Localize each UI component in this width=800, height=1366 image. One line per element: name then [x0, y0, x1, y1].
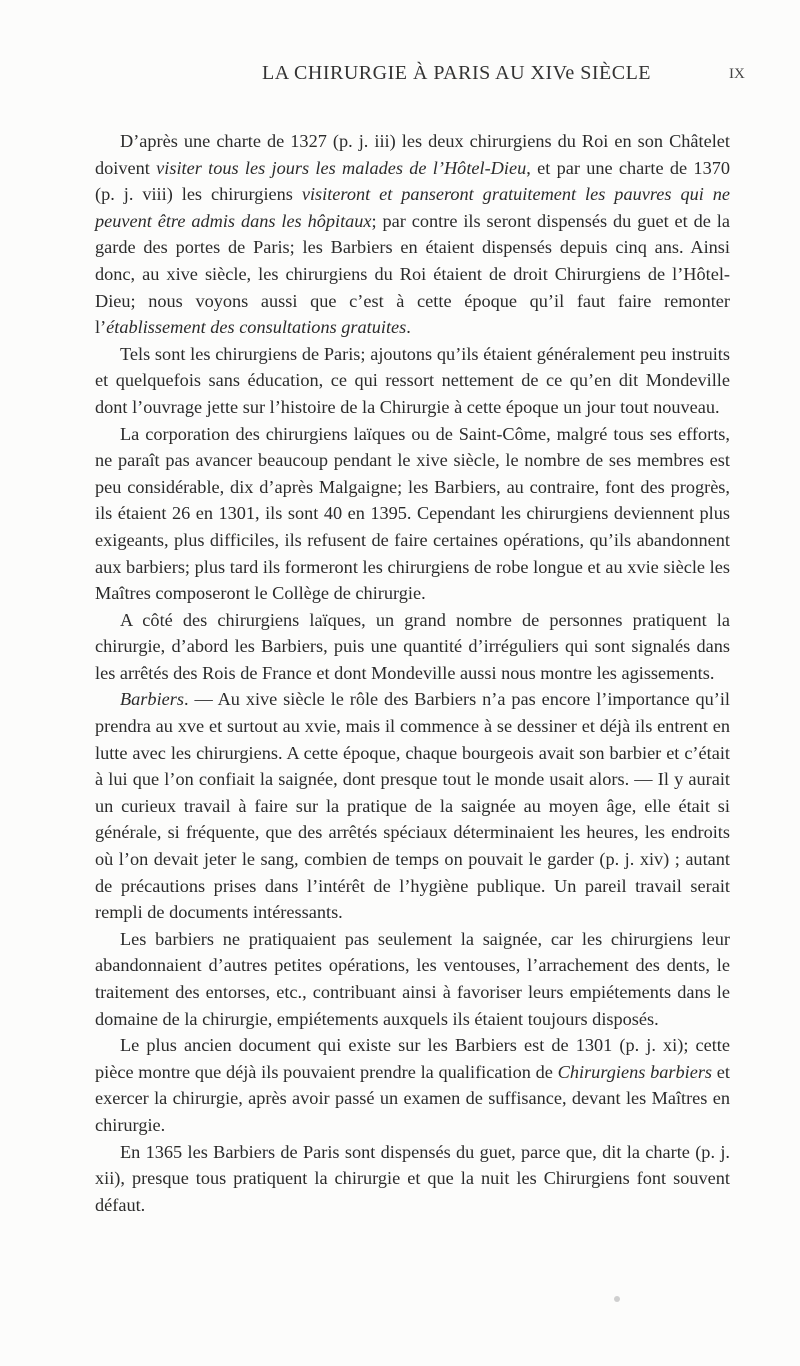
- paragraph: [95, 926, 730, 1032]
- text-run: Les barbiers ne pratiquaient pas seulement la saignée, car les chirurgiens leur abandonnaient d’autres petites opérations, les ventouses, l’arrachement des dents, le traitement des entorses, etc., contribuant ainsi à favoriser leurs empiétements dans le domaine de la chirurgie, empiétements auxquels ils étaient toujours disposés.: [95, 928, 730, 1029]
- italic-text: visiter tous les jours les malades de l’Hôtel-Dieu: [156, 157, 527, 178]
- italic-text: Barbiers: [120, 689, 184, 710]
- paragraph: [95, 1139, 730, 1219]
- italic-text: Chirurgiens barbiers: [557, 1061, 713, 1082]
- paragraph: [95, 341, 730, 421]
- text-run: et exercer la chirurgie, après avoir passé un examen de suffisance, devant les Maîtres en chirurgie.: [95, 1061, 730, 1135]
- italic-text: établissement des consultations gratuites: [106, 317, 407, 338]
- text-run: Tels sont les chirurgiens de Paris; ajoutons qu’ils étaient généralement peu instruits et quelquefois sans éducation, ce qui ressort nettement de ce qu’en dit Mondeville dont l’ouvrage jette sur l’histoire de la Chirurgie à cette époque un jour tout nouveau.: [95, 343, 730, 417]
- text-run: ; par contre ils seront dispensés du guet et de la garde des portes de Paris; les Barbiers en étaient dispensés depuis cinq ans. Ainsi donc, au xive siècle, les chirurgiens du Roi étaient de droit Chirurgiens de l’Hôtel-Dieu; nous voyons aussi que c’est à cette époque qu’il faut faire remonter l’: [95, 210, 730, 338]
- running-title: LA CHIRURGIE À PARIS AU XIVe SIÈCLE: [262, 62, 652, 84]
- text-run: A côté des chirurgiens laïques, un grand nombre de personnes pratiquent la chirurgie, d’abord les Barbiers, puis une quantité d’irréguliers qui sont signalés dans les arrêtés des Rois de France et dont Mondeville aussi nous montre les agissements.: [95, 609, 730, 683]
- italic-text: visiteront et panseront gratuitement les pauvres qui ne peuvent être admis dans les hôpitaux: [95, 184, 730, 231]
- print-speck: [614, 1296, 620, 1302]
- text-run: En 1365 les Barbiers de Paris sont dispensés du guet, parce que, dit la charte (p. j. xii), presque tous pratiquent la chirurgie et que la nuit les Chirurgiens font souvent défaut.: [95, 1141, 730, 1215]
- text-run: Le plus ancien document qui existe sur les Barbiers est de 1301 (p. j. xi); cette pièce montre que déjà ils pouvaient prendre la qualification de: [95, 1035, 730, 1082]
- paragraph: [95, 1032, 730, 1138]
- paragraph: [95, 421, 730, 607]
- text-run: La corporation des chirurgiens laïques ou de Saint-Côme, malgré tous ses efforts, ne paraît pas avancer beaucoup pendant le xive siècle, le nombre de ses membres est peu considérable, dix d’après Malgaigne; les Barbiers, au contraire, font des progrès, ils étaient 26 en 1301, ils sont 40 en 1395. Cependant les chirurgiens deviennent plus exigeants, plus difficiles, ils refusent de faire certaines opérations, qu’ils abandonnent aux barbiers; plus tard ils formeront les chirurgiens de robe longue et au xvie siècle les Maîtres composeront le Collège de chirurgie.: [95, 423, 730, 604]
- text-run: D’après une charte de 1327 (p. j. iii) les deux chirurgiens du Roi en son Châtelet doivent: [95, 131, 730, 178]
- text-run: .: [406, 317, 411, 338]
- page-number: IX: [729, 66, 745, 82]
- body-text: [95, 128, 730, 1218]
- paragraph: [95, 686, 730, 925]
- text-run: , et par une charte de 1370 (p. j. viii) les chirurgiens: [95, 157, 730, 205]
- paragraph: [95, 128, 730, 341]
- text-run: . — Au xive siècle le rôle des Barbiers n’a pas encore l’importance qu’il prendra au xve et surtout au xvie, mais il commence à se dessiner et déjà ils entrent en lutte avec les chirurgiens. A cette époque, chaque bourgeois avait son barbier et c’était à lui que l’on confiait la saignée, dont presque tout le monde usait alors. — Il y aurait un curieux travail à faire sur la pratique de la saignée au moyen âge, elle était si générale, si fréquente, que des arrêtés spéciaux déterminaient les heures, les endroits où l’on devait jeter le sang, combien de temps on pouvait le garder (p. j. xiv) ; autant de précautions prises dans l’intérêt de l’hygiène publique. Un pareil travail serait rempli de documents intéressants.: [95, 689, 730, 923]
- paragraph: [95, 607, 730, 687]
